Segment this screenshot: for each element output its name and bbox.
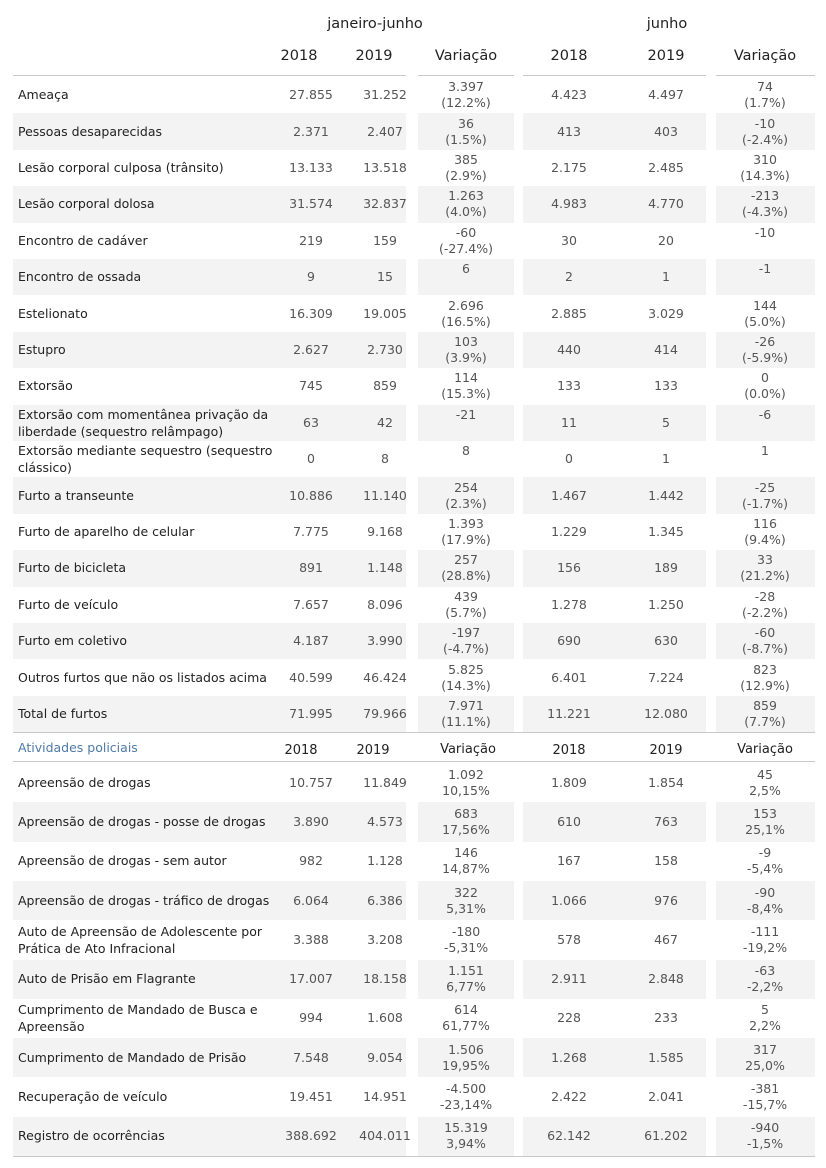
table-row xyxy=(13,368,815,404)
value-2019: 159 xyxy=(373,232,397,248)
value-2019: 11.140 xyxy=(363,487,407,503)
value-jun-2019: 3.029 xyxy=(648,305,684,321)
value-2019: 15 xyxy=(377,269,393,285)
section-title: Atividades policiais xyxy=(18,740,138,755)
row-label: Apreensão de drogas - tráfico de drogas xyxy=(18,892,270,908)
row-label: Extorsão com momentânea privação da xyxy=(18,406,269,422)
value-2018: 40.599 xyxy=(289,669,333,685)
row-label: Total de furtos xyxy=(18,705,108,721)
value-jun-2019: 133 xyxy=(654,378,678,394)
table-row xyxy=(13,763,815,802)
col-header-jun-variacao: Variação xyxy=(733,48,797,64)
jun-variation-abs: -111 xyxy=(750,923,780,939)
jun-variation-pct: (0.0%) xyxy=(744,386,786,402)
value-2019: 1.608 xyxy=(367,1010,403,1026)
variation-pct: (-27.4%) xyxy=(439,240,493,256)
variation-abs: 439 xyxy=(454,588,478,604)
value-2019: 19.005 xyxy=(363,305,407,321)
sec2-col-2019: 2019 xyxy=(356,743,390,758)
value-2018: 7.548 xyxy=(293,1049,329,1065)
value-2019: 13.518 xyxy=(363,159,407,175)
jun-variation-abs: 317 xyxy=(753,1041,777,1057)
group-header-jan-jun: janeiro-junho xyxy=(327,16,423,32)
variation-pct: (16.5%) xyxy=(441,313,491,329)
table-row xyxy=(13,550,815,586)
variation-pct: 3,94% xyxy=(446,1136,486,1152)
jun-variation-pct: 25,0% xyxy=(745,1057,785,1073)
value-2019: 404.011 xyxy=(359,1128,411,1144)
value-2018: 17.007 xyxy=(289,971,333,987)
value-jun-2018: 2.911 xyxy=(551,971,587,987)
value-jun-2019: 2.848 xyxy=(648,971,684,987)
value-jun-2018: 228 xyxy=(557,1010,581,1026)
variation-pct: -5,31% xyxy=(443,939,489,955)
value-2019: 2.730 xyxy=(367,341,403,357)
row-label: Auto de Apreensão de Adolescente por xyxy=(18,923,263,939)
value-2018: 6.064 xyxy=(293,892,329,908)
table-bottom-rule xyxy=(13,1156,815,1157)
col-header-jun-2019: 2019 xyxy=(647,48,685,64)
value-2018: 4.187 xyxy=(293,633,329,649)
value-2018: 10.886 xyxy=(289,487,333,503)
variation-pct: (12.2%) xyxy=(441,95,491,111)
variation-abs: 322 xyxy=(454,884,478,900)
table-row xyxy=(13,77,815,113)
variation-pct: (15.3%) xyxy=(441,386,491,402)
value-jun-2019: 5 xyxy=(662,414,670,430)
value-jun-2018: 578 xyxy=(557,931,581,947)
sec2-col-variacao: Variação xyxy=(440,742,496,757)
value-jun-2019: 20 xyxy=(658,232,674,248)
value-2018: 219 xyxy=(299,232,323,248)
table-row xyxy=(13,1038,815,1077)
table-row xyxy=(13,150,815,186)
table-row xyxy=(13,441,815,477)
table-row xyxy=(13,881,815,920)
jun-variation-pct: 2,2% xyxy=(749,1018,781,1034)
variation-abs: 8 xyxy=(462,443,470,459)
value-jun-2018: 1.467 xyxy=(551,487,587,503)
value-jun-2018: 1.229 xyxy=(551,523,587,539)
value-2019: 32.837 xyxy=(363,196,407,212)
value-2018: 13.133 xyxy=(289,159,333,175)
value-jun-2019: 7.224 xyxy=(648,669,684,685)
value-2019: 9.168 xyxy=(367,523,403,539)
jun-variation-abs: -63 xyxy=(754,963,776,979)
value-2019: 4.573 xyxy=(367,813,403,829)
variation-abs: 1.263 xyxy=(448,188,484,204)
value-jun-2019: 4.770 xyxy=(648,196,684,212)
value-jun-2019: 2.041 xyxy=(648,1089,684,1105)
row-label: Pessoas desaparecidas xyxy=(18,123,163,139)
row-label: Cumprimento de Mandado de Busca e xyxy=(18,1002,258,1018)
variation-pct: (11.1%) xyxy=(441,713,491,729)
value-2018: 2.627 xyxy=(293,341,329,357)
variation-abs: 683 xyxy=(454,805,478,821)
variation-abs: 114 xyxy=(454,370,478,386)
value-jun-2018: 62.142 xyxy=(547,1128,591,1144)
jun-variation-abs: -940 xyxy=(750,1120,780,1136)
variation-pct: (-4.7%) xyxy=(442,641,490,657)
variation-abs: 257 xyxy=(454,552,478,568)
value-2019: 6.386 xyxy=(367,892,403,908)
table-row xyxy=(13,295,815,331)
value-jun-2019: 1 xyxy=(662,269,670,285)
row-label: Furto de aparelho de celular xyxy=(18,523,195,539)
jun-variation-abs: 310 xyxy=(753,151,777,167)
sec2-col-jun-variacao: Variação xyxy=(737,742,793,757)
value-jun-2018: 0 xyxy=(565,451,573,467)
value-2019: 31.252 xyxy=(363,87,407,103)
variation-pct: 6,77% xyxy=(446,979,486,995)
value-jun-2019: 976 xyxy=(654,892,678,908)
value-2019: 2.407 xyxy=(367,123,403,139)
row-label: Furto de bicicleta xyxy=(18,560,127,576)
value-jun-2018: 11 xyxy=(561,414,577,430)
value-2019: 79.966 xyxy=(363,705,407,721)
variation-pct: (14.3%) xyxy=(441,677,491,693)
jun-variation-pct: -2,2% xyxy=(746,979,784,995)
variation-pct: 5,31% xyxy=(446,900,486,916)
jun-variation-pct: (-2.2%) xyxy=(741,604,789,620)
value-jun-2018: 610 xyxy=(557,813,581,829)
value-jun-2018: 2.885 xyxy=(551,305,587,321)
variation-abs: 103 xyxy=(454,333,478,349)
value-2018: 63 xyxy=(303,414,319,430)
value-2018: 3.388 xyxy=(293,931,329,947)
col-header-2018: 2018 xyxy=(280,48,318,64)
jun-variation-pct: 2,5% xyxy=(749,782,781,798)
variation-pct: -23,14% xyxy=(439,1097,493,1113)
jun-variation-abs: -6 xyxy=(758,406,772,422)
value-jun-2018: 11.221 xyxy=(547,705,591,721)
variation-pct: 61,77% xyxy=(442,1018,490,1034)
value-2019: 42 xyxy=(377,414,393,430)
jun-variation-pct: -19,2% xyxy=(742,939,788,955)
table-row xyxy=(13,1117,815,1156)
value-jun-2018: 156 xyxy=(557,560,581,576)
value-jun-2018: 2 xyxy=(565,269,573,285)
variation-abs: 1.151 xyxy=(448,963,484,979)
row-label: Recuperação de veículo xyxy=(18,1089,168,1105)
group-header-jun: junho xyxy=(646,16,688,32)
row-label: Outros furtos que não os listados acima xyxy=(18,669,267,685)
value-jun-2019: 1 xyxy=(662,451,670,467)
variation-pct: 14,87% xyxy=(442,861,490,877)
value-jun-2018: 2.175 xyxy=(551,159,587,175)
row-label-line2: liberdade (sequestro relâmpago) xyxy=(18,423,224,439)
jun-variation-pct: -1,5% xyxy=(746,1136,784,1152)
table-row xyxy=(13,514,815,550)
value-jun-2018: 30 xyxy=(561,232,577,248)
col-header-2019: 2019 xyxy=(355,48,393,64)
value-jun-2018: 1.278 xyxy=(551,596,587,612)
variation-abs: -21 xyxy=(455,406,477,422)
jun-variation-abs: -1 xyxy=(758,261,772,277)
jun-variation-pct: (1.7%) xyxy=(744,95,786,111)
header-rule xyxy=(523,75,706,76)
value-2018: 31.574 xyxy=(289,196,333,212)
row-label: Cumprimento de Mandado de Prisão xyxy=(18,1049,247,1065)
table-row xyxy=(13,223,815,259)
value-2018: 3.890 xyxy=(293,813,329,829)
jun-variation-pct: (-4.3%) xyxy=(741,204,789,220)
table-row xyxy=(13,113,815,149)
value-2019: 14.951 xyxy=(363,1089,407,1105)
value-2018: 27.855 xyxy=(289,87,333,103)
jun-variation-pct: (-1.7%) xyxy=(741,495,789,511)
row-label-line2: Prática de Ato Infracional xyxy=(18,940,176,956)
jun-variation-abs: -9 xyxy=(758,845,772,861)
value-jun-2018: 440 xyxy=(557,341,581,357)
table-row xyxy=(13,477,815,513)
variation-pct: (1.5%) xyxy=(445,131,487,147)
row-label: Estupro xyxy=(18,341,66,357)
table-row xyxy=(13,332,815,368)
value-2019: 1.148 xyxy=(367,560,403,576)
jun-variation-abs: 116 xyxy=(753,515,777,531)
row-label: Apreensão de drogas xyxy=(18,774,151,790)
variation-pct: (3.9%) xyxy=(445,349,487,365)
row-label: Registro de ocorrências xyxy=(18,1128,165,1144)
value-2019: 8.096 xyxy=(367,596,403,612)
variation-pct: (5.7%) xyxy=(445,604,487,620)
jun-variation-abs: -213 xyxy=(750,188,780,204)
value-2018: 9 xyxy=(307,269,315,285)
value-jun-2019: 763 xyxy=(654,813,678,829)
row-label-line2: clássico) xyxy=(18,460,72,476)
variation-pct: 17,56% xyxy=(442,821,490,837)
value-jun-2018: 690 xyxy=(557,633,581,649)
jun-variation-pct: (9.4%) xyxy=(744,531,786,547)
value-jun-2019: 12.080 xyxy=(644,705,688,721)
jun-variation-pct: (-2.4%) xyxy=(741,131,789,147)
value-jun-2019: 1.250 xyxy=(648,596,684,612)
jun-variation-pct: (5.0%) xyxy=(744,313,786,329)
value-2018: 745 xyxy=(299,378,323,394)
row-label: Furto a transeunte xyxy=(18,487,134,503)
jun-variation-abs: 823 xyxy=(753,661,777,677)
table-row xyxy=(13,842,815,881)
variation-abs: 614 xyxy=(454,1002,478,1018)
jun-variation-abs: 1 xyxy=(761,443,769,459)
jun-variation-abs: 45 xyxy=(757,766,773,782)
row-label: Lesão corporal dolosa xyxy=(18,196,155,212)
jun-variation-abs: 144 xyxy=(753,297,777,313)
value-jun-2018: 4.423 xyxy=(551,87,587,103)
value-jun-2018: 2.422 xyxy=(551,1089,587,1105)
value-2018: 982 xyxy=(299,853,323,869)
header-rule xyxy=(716,75,815,76)
variation-abs: 7.971 xyxy=(448,697,484,713)
sec2-col-2018: 2018 xyxy=(284,743,318,758)
value-2019: 8 xyxy=(381,451,389,467)
row-label: Extorsão mediante sequestro (sequestro xyxy=(18,443,273,459)
value-jun-2019: 4.497 xyxy=(648,87,684,103)
variation-pct: (2.3%) xyxy=(445,495,487,511)
value-2018: 2.371 xyxy=(293,123,329,139)
variation-abs: -60 xyxy=(455,224,477,240)
row-label: Lesão corporal culposa (trânsito) xyxy=(18,159,224,175)
variation-pct: (28.8%) xyxy=(441,568,491,584)
jun-variation-abs: -26 xyxy=(754,333,776,349)
variation-pct: (17.9%) xyxy=(441,531,491,547)
jun-variation-abs: -28 xyxy=(754,588,776,604)
jun-variation-abs: 0 xyxy=(761,370,769,386)
table-row xyxy=(13,659,815,695)
value-jun-2018: 4.983 xyxy=(551,196,587,212)
value-2019: 11.849 xyxy=(363,774,407,790)
jun-variation-pct: -15,7% xyxy=(742,1097,788,1113)
jun-variation-abs: 74 xyxy=(757,79,773,95)
jun-variation-pct: -8,4% xyxy=(746,900,784,916)
variation-abs: -197 xyxy=(451,625,481,641)
jun-variation-pct: (7.7%) xyxy=(744,713,786,729)
value-2018: 10.757 xyxy=(289,774,333,790)
jun-variation-pct: (14.3%) xyxy=(740,167,790,183)
value-2018: 71.995 xyxy=(289,705,333,721)
table-row xyxy=(13,920,815,959)
row-label: Encontro de ossada xyxy=(18,269,142,285)
jun-variation-abs: -381 xyxy=(750,1081,780,1097)
table-row xyxy=(13,405,815,441)
value-2018: 19.451 xyxy=(289,1089,333,1105)
value-jun-2018: 167 xyxy=(557,853,581,869)
header-rule xyxy=(418,75,514,76)
variation-abs: 2.696 xyxy=(448,297,484,313)
value-2019: 18.158 xyxy=(363,971,407,987)
value-jun-2018: 133 xyxy=(557,378,581,394)
row-label: Apreensão de drogas - posse de drogas xyxy=(18,813,266,829)
table-row xyxy=(13,623,815,659)
row-label: Encontro de cadáver xyxy=(18,232,148,248)
value-jun-2019: 2.485 xyxy=(648,159,684,175)
variation-pct: (4.0%) xyxy=(445,204,487,220)
variation-abs: 1.092 xyxy=(448,766,484,782)
value-2018: 994 xyxy=(299,1010,323,1026)
table-row xyxy=(13,259,815,295)
value-jun-2019: 158 xyxy=(654,853,678,869)
jun-variation-pct: (21.2%) xyxy=(740,568,790,584)
variation-abs: 15.319 xyxy=(444,1120,488,1136)
table-row xyxy=(13,696,815,732)
table-row xyxy=(13,587,815,623)
value-2019: 3.990 xyxy=(367,633,403,649)
value-jun-2019: 467 xyxy=(654,931,678,947)
sec2-col-jun-2019: 2019 xyxy=(649,743,683,758)
jun-variation-pct: -5,4% xyxy=(746,861,784,877)
sec2-col-jun-2018: 2018 xyxy=(552,743,586,758)
variation-pct: (2.9%) xyxy=(445,167,487,183)
value-jun-2019: 233 xyxy=(654,1010,678,1026)
variation-abs: 1.506 xyxy=(448,1041,484,1057)
col-header-variacao: Variação xyxy=(434,48,498,64)
value-2019: 859 xyxy=(373,378,397,394)
section-divider xyxy=(13,732,815,733)
value-jun-2019: 189 xyxy=(654,560,678,576)
section-divider xyxy=(13,761,815,762)
value-jun-2019: 630 xyxy=(654,633,678,649)
table-row xyxy=(13,802,815,841)
jun-variation-abs: -25 xyxy=(754,479,776,495)
col-header-jun-2018: 2018 xyxy=(550,48,588,64)
variation-pct: 19,95% xyxy=(442,1057,490,1073)
value-2018: 0 xyxy=(307,451,315,467)
jun-variation-abs: -60 xyxy=(754,625,776,641)
value-jun-2019: 403 xyxy=(654,123,678,139)
variation-abs: 1.393 xyxy=(448,515,484,531)
variation-abs: 36 xyxy=(458,115,474,131)
value-jun-2019: 1.345 xyxy=(648,523,684,539)
value-jun-2019: 61.202 xyxy=(644,1128,688,1144)
value-2018: 388.692 xyxy=(285,1128,337,1144)
variation-abs: 254 xyxy=(454,479,478,495)
jun-variation-abs: 859 xyxy=(753,697,777,713)
value-2018: 16.309 xyxy=(289,305,333,321)
value-jun-2018: 6.401 xyxy=(551,669,587,685)
row-label: Furto de veículo xyxy=(18,596,119,612)
row-label-line2: Apreensão xyxy=(18,1019,85,1035)
value-jun-2018: 1.809 xyxy=(551,774,587,790)
variation-abs: 3.397 xyxy=(448,79,484,95)
value-2018: 7.775 xyxy=(293,523,329,539)
variation-abs: -180 xyxy=(451,923,481,939)
jun-variation-abs: 33 xyxy=(757,552,773,568)
jun-variation-pct: (-8.7%) xyxy=(741,641,789,657)
value-jun-2018: 413 xyxy=(557,123,581,139)
row-label: Furto em coletivo xyxy=(18,633,128,649)
table-row xyxy=(13,186,815,222)
header-rule xyxy=(13,75,406,76)
value-2019: 1.128 xyxy=(367,853,403,869)
table-row xyxy=(13,1077,815,1116)
row-label: Auto de Prisão em Flagrante xyxy=(18,971,196,987)
row-label: Ameaça xyxy=(18,87,69,103)
jun-variation-abs: -10 xyxy=(754,115,776,131)
jun-variation-abs: -90 xyxy=(754,884,776,900)
jun-variation-pct: (12.9%) xyxy=(740,677,790,693)
variation-abs: -4.500 xyxy=(445,1081,487,1097)
jun-variation-abs: 153 xyxy=(753,805,777,821)
jun-variation-pct: 25,1% xyxy=(745,821,785,837)
value-jun-2018: 1.268 xyxy=(551,1049,587,1065)
jun-variation-abs: 5 xyxy=(761,1002,769,1018)
table-row xyxy=(13,960,815,999)
table-row xyxy=(13,999,815,1038)
value-2019: 9.054 xyxy=(367,1049,403,1065)
value-jun-2018: 1.066 xyxy=(551,892,587,908)
value-jun-2019: 414 xyxy=(654,341,678,357)
value-2018: 7.657 xyxy=(293,596,329,612)
row-label: Extorsão xyxy=(18,378,73,394)
jun-variation-abs: -10 xyxy=(754,224,776,240)
value-2019: 3.208 xyxy=(367,931,403,947)
variation-pct: 10,15% xyxy=(442,782,490,798)
variation-abs: 146 xyxy=(454,845,478,861)
value-2019: 46.424 xyxy=(363,669,407,685)
value-jun-2019: 1.585 xyxy=(648,1049,684,1065)
variation-abs: 5.825 xyxy=(448,661,484,677)
jun-variation-pct: (-5.9%) xyxy=(741,349,789,365)
row-label: Apreensão de drogas - sem autor xyxy=(18,853,227,869)
value-jun-2019: 1.854 xyxy=(648,774,684,790)
value-2018: 891 xyxy=(299,560,323,576)
variation-abs: 385 xyxy=(454,151,478,167)
variation-abs: 6 xyxy=(462,261,470,277)
row-label: Estelionato xyxy=(18,305,88,321)
value-jun-2019: 1.442 xyxy=(648,487,684,503)
